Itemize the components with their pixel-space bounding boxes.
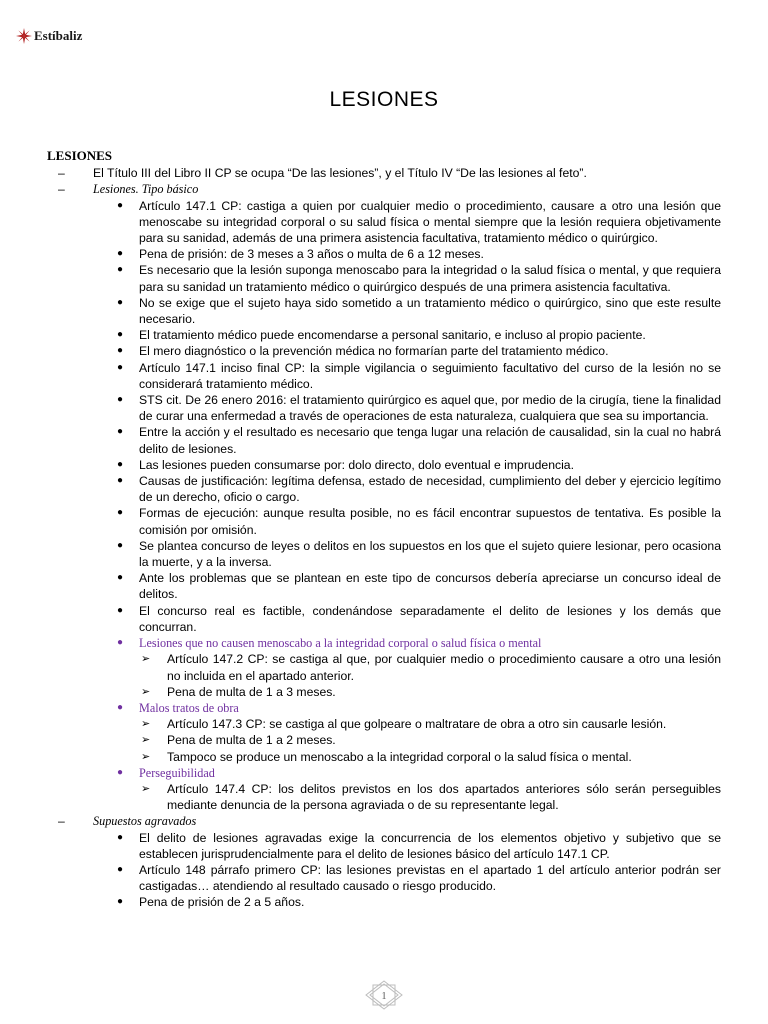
dash-item xyxy=(47,165,721,181)
bullet-icon: ● xyxy=(117,604,124,616)
bullet-icon: ● xyxy=(117,896,124,908)
bullet-icon: ● xyxy=(117,507,124,519)
bullet-icon: ● xyxy=(117,831,124,843)
list-item xyxy=(47,894,721,910)
bullet-icon: ● xyxy=(117,766,124,778)
list-item-text: STS cit. De 26 enero 2016: el tratamiento quirúrgico es aquel que, por medio de la cirugía, tiene la finalidad de curar una enfermedad a través de operaciones de esta naturaleza, cualquiera que sea su importancia. xyxy=(139,393,721,424)
bullet-icon: ● xyxy=(117,458,124,470)
logo xyxy=(16,28,82,44)
arrow-bullet-icon: ➢ xyxy=(141,685,151,698)
bullet-icon: ● xyxy=(117,361,124,373)
bullet-icon: ● xyxy=(117,637,124,649)
bullet-icon: ● xyxy=(117,701,124,713)
bullet-icon: ● xyxy=(117,863,124,875)
list-item xyxy=(47,505,721,537)
list-item xyxy=(47,295,721,327)
arrow-bullet-icon: ➢ xyxy=(141,750,151,763)
sub-list-item-text: Pena de multa de 1 a 3 meses. xyxy=(167,684,336,699)
dash-text: Supuestos agravados xyxy=(93,814,197,829)
bullet-icon: ● xyxy=(117,394,124,406)
sub-list-item-text: Artículo 147.3 CP: se castiga al que golpeare o maltratare de obra a otro sin causarle lesión. xyxy=(167,717,667,732)
page-number-badge xyxy=(364,980,404,1010)
sub-list-item xyxy=(47,651,721,683)
list-item xyxy=(47,570,721,602)
dash-text: El Título III del Libro II CP se ocupa “De las lesiones”, y el Título IV “De las lesiones al feto”. xyxy=(93,166,587,181)
page-title: LESIONES xyxy=(329,88,439,111)
subsection-heading xyxy=(47,700,721,716)
subsection-heading xyxy=(47,635,721,651)
sub-list-item xyxy=(47,684,721,700)
list-item xyxy=(47,262,721,294)
star-flower-icon xyxy=(16,28,32,44)
bullet-icon: ● xyxy=(117,264,124,276)
list-item xyxy=(47,830,721,862)
sub-list-item-text: Pena de multa de 1 a 2 meses. xyxy=(167,733,336,748)
bullet-icon: ● xyxy=(117,572,124,584)
list-item xyxy=(47,246,721,262)
bullet-icon: ● xyxy=(117,329,124,341)
list-item-text: El tratamiento médico puede encomendarse a personal sanitario, e incluso al propio paciente. xyxy=(139,328,646,343)
list-item xyxy=(47,457,721,473)
arrow-bullet-icon: ➢ xyxy=(141,653,151,666)
arrow-bullet-icon: ➢ xyxy=(141,734,151,747)
bullet-icon: ● xyxy=(117,345,124,357)
sub-list-item-text: Tampoco se produce un menoscabo a la integridad corporal o la salud física o mental. xyxy=(167,749,632,764)
list-item-text: El concurso real es factible, condenándose separadamente el delito de lesiones y los demás que concurran. xyxy=(139,603,721,634)
list-item-text: El mero diagnóstico o la prevención médica no formarían parte del tratamiento médico. xyxy=(139,344,609,359)
dash-item xyxy=(47,813,721,829)
list-item-text: El delito de lesiones agravadas exige la concurrencia de los elementos objetivo y subjetivo que se establecen jurisprudencialmente para el delito de lesiones básico del artículo 147.1 CP. xyxy=(139,830,721,861)
sub-list-item xyxy=(47,749,721,765)
list-item-text: Se plantea concurso de leyes o delitos en los supuestos en los que el sujeto quiere lesionar, pero ocasiona la muerte, y a la inversa. xyxy=(139,538,721,570)
bullet-icon: ● xyxy=(117,539,124,551)
sub-list-item xyxy=(47,732,721,748)
bullet-icon: ● xyxy=(117,475,124,487)
bullet-icon: ● xyxy=(117,199,124,211)
dash-text: Lesiones. Tipo básico xyxy=(93,182,199,197)
bullet-icon: ● xyxy=(117,296,124,308)
sub-list-item-text: Artículo 147.4 CP: los delitos previstos en los dos apartados anteriores sólo serán perseguibles mediante denuncia de la persona agraviada o de su representante legal. xyxy=(167,781,721,813)
dash-marker: – xyxy=(58,182,65,197)
list-item xyxy=(47,862,721,894)
subsection-text: Malos tratos de obra xyxy=(139,700,239,715)
list-item xyxy=(47,360,721,392)
list-item xyxy=(47,603,721,635)
list-item-text: Artículo 148 párrafo primero CP: las lesiones previstas en el apartado 1 del artículo anterior podrán ser castigadas… atendiendo al resultado causado o riesgo producido. xyxy=(139,862,721,894)
list-item-text: Entre la acción y el resultado es necesario que tenga lugar una relación de causalidad, sin la cual no habrá delito de lesiones. xyxy=(139,425,721,456)
dash-marker: – xyxy=(58,814,65,829)
subsection-heading xyxy=(47,765,721,781)
list-item xyxy=(47,424,721,456)
list-item-text: Formas de ejecución: aunque resulta posible, no es fácil encontrar supuestos de tentativa. Es posible la comisión por omisión. xyxy=(139,506,721,537)
list-item xyxy=(47,473,721,505)
document-body xyxy=(47,148,721,911)
page-number: 1 xyxy=(381,991,387,1002)
list-item-text: No se exige que el sujeto haya sido sometido a un tratamiento médico o quirúrgico, sino que este resulte necesario. xyxy=(139,295,721,327)
bullet-icon: ● xyxy=(117,248,124,260)
sub-list-item-text: Artículo 147.2 CP: se castiga al que, por cualquier medio o procedimiento causare a otro una lesión no incluida en el apartado anterior. xyxy=(167,652,721,683)
subsection-text: Perseguibilidad xyxy=(139,765,215,780)
subsection-text: Lesiones que no causen menoscabo a la integridad corporal o salud física o mental xyxy=(139,636,542,651)
list-item-text: Ante los problemas que se plantean en este tipo de concursos debería apreciarse un concurso ideal de delitos. xyxy=(139,571,721,602)
list-item xyxy=(47,538,721,570)
bullet-icon: ● xyxy=(117,426,124,438)
sub-list-item xyxy=(47,716,721,732)
list-item-text: Las lesiones pueden consumarse por: dolo directo, dolo eventual e imprudencia. xyxy=(139,457,574,472)
list-item xyxy=(47,198,721,247)
list-item-text: Causas de justificación: legítima defensa, estado de necesidad, cumplimiento del deber y ejercicio legítimo de un derecho, oficio o cargo. xyxy=(139,474,721,505)
list-item-text: Pena de prisión: de 3 meses a 3 años o multa de 6 a 12 meses. xyxy=(139,247,484,262)
list-item xyxy=(47,343,721,359)
list-item xyxy=(47,327,721,343)
dash-item xyxy=(47,181,721,197)
logo-text: Estíbaliz xyxy=(34,28,83,43)
list-item-text: Es necesario que la lesión suponga menoscabo para la integridad o la salud física o mental, y que requiera para su sanidad un tratamiento médico o quirúrgico después de una primera asistencia facultativa. xyxy=(139,263,721,294)
list-item-text: Artículo 147.1 CP: castiga a quien por cualquier medio o procedimiento, causare a otro una lesión que menoscabe su integridad corporal o su salud física o mental siempre que la lesión requiera objetivamente para su sanidad, además de una primera asistencia facultativa, tratamiento médico o quirúrgico. xyxy=(139,198,721,246)
list-item xyxy=(47,392,721,424)
section-heading: LESIONES xyxy=(47,148,113,163)
dash-marker: – xyxy=(58,166,65,181)
sub-list-item xyxy=(47,781,721,813)
list-item-text: Artículo 147.1 inciso final CP: la simple vigilancia o seguimiento facultativo del curso de la lesión no se considerará tratamiento médico. xyxy=(139,360,721,391)
arrow-bullet-icon: ➢ xyxy=(141,718,151,731)
list-item-text: Pena de prisión de 2 a 5 años. xyxy=(139,895,305,910)
arrow-bullet-icon: ➢ xyxy=(141,782,151,795)
